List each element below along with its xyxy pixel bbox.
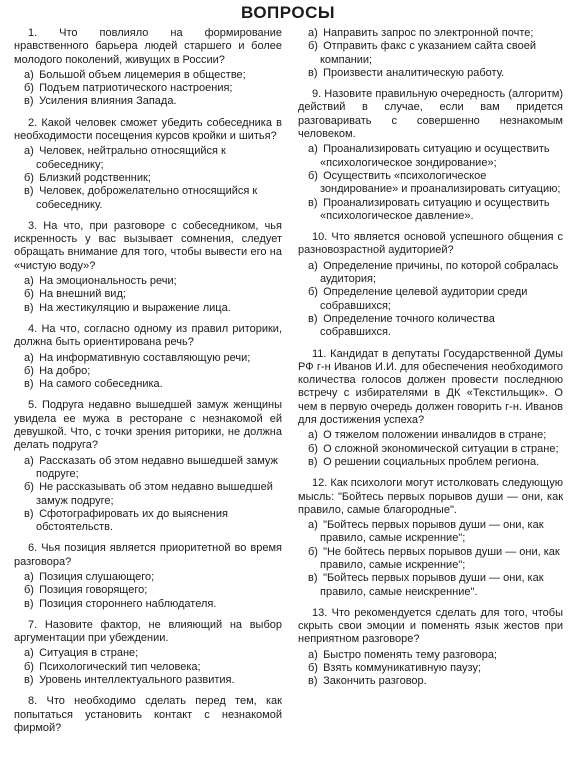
option-text: О решении социальных проблем региона. — [323, 455, 540, 468]
option-text: Не рассказывать об этом недавно вышедшей замуж подруге; — [36, 481, 273, 507]
option-letter: в) — [308, 196, 318, 209]
answer-option — [298, 572, 563, 599]
question-text: 9. Назовите правильную очередность (алгоритм) действий в случае, если вам придется разговаривать с совершенно незнакомым человеком. — [298, 88, 563, 141]
option-letter: б) — [308, 545, 318, 558]
answer-option — [298, 260, 563, 287]
question-block — [14, 27, 282, 109]
answer-option — [298, 67, 563, 80]
question-block — [14, 323, 282, 391]
answer-option — [298, 286, 563, 313]
answer-option — [298, 313, 563, 340]
option-letter: б) — [24, 82, 34, 95]
option-letter: б) — [24, 481, 34, 494]
question-block — [14, 542, 282, 610]
option-text: Позиция стороннего наблюдателя. — [39, 597, 217, 610]
option-text: О тяжелом положении инвалидов в стране; — [323, 429, 547, 442]
option-letter: в) — [308, 312, 318, 325]
option-letter: в) — [24, 674, 34, 687]
option-letter: а) — [24, 68, 34, 81]
option-letter: в) — [308, 455, 318, 468]
option-letter: в) — [308, 66, 318, 79]
option-text: На жестикуляцию и выражение лица. — [39, 301, 231, 314]
option-letter: а) — [308, 259, 318, 272]
option-text: Человек, нейтрально относящийся к собеседнику; — [36, 145, 226, 171]
question-block — [298, 27, 563, 80]
option-letter: б) — [24, 660, 34, 673]
option-letter: а) — [308, 519, 318, 532]
answer-option — [14, 275, 282, 288]
option-text: "Бойтесь первых порывов души — они, как правило, самые неискренние". — [320, 572, 544, 598]
page-title: ВОПРОСЫ — [240, 3, 336, 22]
option-letter: в) — [308, 675, 318, 688]
option-letter: а) — [308, 143, 318, 156]
answer-option — [298, 662, 563, 675]
option-letter: б) — [24, 171, 34, 184]
option-letter: а) — [24, 454, 34, 467]
answer-option — [298, 443, 563, 456]
option-text: Взять коммуникативную паузу; — [323, 662, 482, 675]
option-text: Большой объем лицемерия в обществе; — [39, 68, 246, 81]
answer-option — [14, 302, 282, 315]
option-letter: а) — [308, 27, 318, 39]
option-text: "Не бойтесь первых порывов души — они, как правило, самые искренние"; — [320, 545, 560, 571]
answer-option — [298, 27, 563, 40]
option-text: Определение целевой аудитории среди собравшихся; — [320, 286, 528, 312]
answer-option — [14, 674, 282, 687]
option-text: Позиция слушающего; — [39, 570, 155, 583]
option-letter: в) — [308, 572, 318, 585]
question-text: 6. Чья позиция является приоритетной во время разговора? — [14, 542, 282, 568]
answer-option — [298, 649, 563, 662]
answer-option — [14, 185, 282, 212]
question-text: 2. Какой человек сможет убедить собеседника в необходимости посещения курсов кройки и шитья? — [14, 116, 282, 143]
option-letter: б) — [308, 442, 318, 455]
option-text: На добро; — [39, 364, 91, 377]
answer-option — [14, 661, 282, 674]
option-letter: в) — [24, 507, 34, 520]
answer-option — [298, 675, 563, 688]
option-text: Осуществить «психологическое зондирование» и проанализировать ситуацию; — [320, 169, 561, 196]
option-letter: в) — [24, 301, 34, 314]
question-text: 3. На что, при разговоре с собеседником, чья искренность у вас вызывает сомнения, следует обращать внимание для того, чтобы вывести его на «чистую воду»? — [14, 219, 282, 272]
answer-option — [298, 546, 563, 573]
answer-option — [14, 288, 282, 301]
question-text: 4. На что, согласно одному из правил риторики, должна быть ориентирована речь? — [14, 322, 282, 349]
option-text: На информативную составляющую речи; — [39, 351, 251, 364]
option-text: О сложной экономической ситуации в стране; — [323, 442, 559, 455]
option-text: Произвести аналитическую работу. — [323, 66, 505, 79]
question-block — [14, 117, 282, 212]
option-letter: б) — [24, 584, 34, 597]
answer-option — [14, 455, 282, 482]
answer-option — [14, 69, 282, 82]
option-text: Определение точного количества собравшихся. — [320, 312, 495, 339]
question-block — [298, 88, 563, 223]
answer-option — [298, 519, 563, 546]
answer-option — [14, 352, 282, 365]
question-text: 10. Что является основой успешного общения с разновозрастной аудиторией? — [298, 231, 563, 257]
answer-option — [14, 365, 282, 378]
answer-option — [14, 508, 282, 535]
left-column — [14, 27, 282, 743]
question-block — [14, 619, 282, 687]
answer-option — [14, 172, 282, 185]
option-letter: в) — [24, 95, 34, 108]
answer-option — [14, 95, 282, 108]
question-text: 12. Как психологи могут истолковать следующую мысль: "Бойтесь первых порывов души — они, как правило, самые благородные". — [298, 477, 563, 516]
option-letter: б) — [24, 288, 34, 301]
question-block — [298, 348, 563, 470]
option-text: Позиция говорящего; — [39, 584, 148, 597]
option-letter: б) — [24, 364, 34, 377]
option-text: Закончить разговор. — [323, 675, 427, 688]
option-letter: б) — [308, 286, 318, 299]
question-block — [14, 220, 282, 315]
option-text: Проанализировать ситуацию и осуществить «психологическое давление». — [320, 196, 550, 222]
answer-option — [14, 145, 282, 172]
question-text: 13. Что рекомендуется сделать для того, чтобы скрыть свои эмоции и поменять язык жестов при неприятном разговоре? — [298, 606, 563, 646]
answer-option — [298, 40, 563, 67]
question-block — [14, 695, 282, 735]
option-letter: а) — [24, 351, 34, 364]
question-block — [14, 399, 282, 534]
option-letter: а) — [308, 648, 318, 661]
option-letter: а) — [308, 429, 318, 442]
question-text: 11. Кандидат в депутаты Государственной Думы РФ г-н Иванов И.И. для обеспечения необходимого количества голосов должен провести последнюю встречу с избирателями в ДК «Текстильщик». О чем в первую очередь должен говорить г-н. Иванов для достижения успеха? — [298, 347, 563, 427]
question-text: 1. Что повлияло на формирование нравственного барьера людей старшего и более молодого поколений, живущих в России? — [14, 27, 282, 66]
option-text: Проанализировать ситуацию и осуществить «психологическое зондирование»; — [320, 143, 550, 169]
answer-option — [14, 571, 282, 584]
answer-option — [14, 584, 282, 597]
answer-option — [14, 647, 282, 660]
option-text: Ситуация в стране; — [39, 647, 139, 660]
option-letter: а) — [24, 145, 34, 158]
option-text: На внешний вид; — [39, 288, 126, 301]
option-text: Уровень интеллектуального развития. — [39, 674, 235, 687]
option-letter: в) — [24, 597, 34, 610]
answer-option — [298, 170, 563, 197]
question-text: 8. Что необходимо сделать перед тем, как попытаться установить контакт с незнакомой фирмой? — [14, 695, 282, 734]
option-text: Сфотографировать их до выяснения обстоятельств. — [36, 507, 228, 534]
option-text: Усиления влияния Запада. — [39, 95, 177, 108]
option-text: Отправить факс с указанием сайта своей компании; — [320, 40, 536, 66]
option-letter: а) — [24, 275, 34, 288]
option-text: На самого собеседника. — [39, 378, 163, 391]
option-text: Психологический тип человека; — [39, 660, 201, 673]
answer-option — [298, 197, 563, 224]
option-text: "Бойтесь первых порывов души — они, как правило, самые искренние"; — [320, 519, 544, 545]
answer-option — [14, 82, 282, 95]
option-letter: б) — [308, 662, 318, 675]
answer-option — [14, 378, 282, 391]
option-letter: б) — [308, 40, 318, 53]
option-text: На эмоциональность речи; — [39, 275, 177, 288]
option-text: Близкий родственник; — [39, 171, 151, 184]
option-text: Подъем патриотического настроения; — [39, 82, 233, 95]
option-letter: б) — [308, 169, 318, 182]
answer-option — [298, 456, 563, 469]
question-block — [298, 477, 563, 599]
option-letter: в) — [24, 378, 34, 391]
option-text: Человек, доброжелательно относящийся к собеседнику. — [36, 185, 258, 211]
option-text: Определение причины, по которой собралась аудитория; — [320, 259, 559, 286]
option-text: Быстро поменять тему разговора; — [323, 648, 498, 661]
option-text: Рассказать об этом недавно вышедшей замуж подруге; — [36, 454, 278, 480]
answer-option — [298, 143, 563, 170]
answer-option — [14, 598, 282, 611]
question-text: 7. Назовите фактор, не влияющий на выбор аргументации при убеждении. — [14, 618, 282, 645]
answer-option — [14, 481, 282, 508]
question-block — [298, 607, 563, 689]
question-text: 5. Подруга недавно вышедшей замуж женщины увидела ее мужа в ресторане с незнакомой ей девушкой. Что, с точки зрения риторики, не должна делать подруга? — [14, 399, 282, 452]
option-letter: а) — [24, 570, 34, 583]
option-letter: а) — [24, 647, 34, 660]
answer-option — [298, 429, 563, 442]
option-text: Направить запрос по электронной почте; — [323, 27, 534, 39]
question-block — [298, 231, 563, 339]
option-letter: в) — [24, 185, 34, 198]
right-column — [298, 27, 563, 697]
